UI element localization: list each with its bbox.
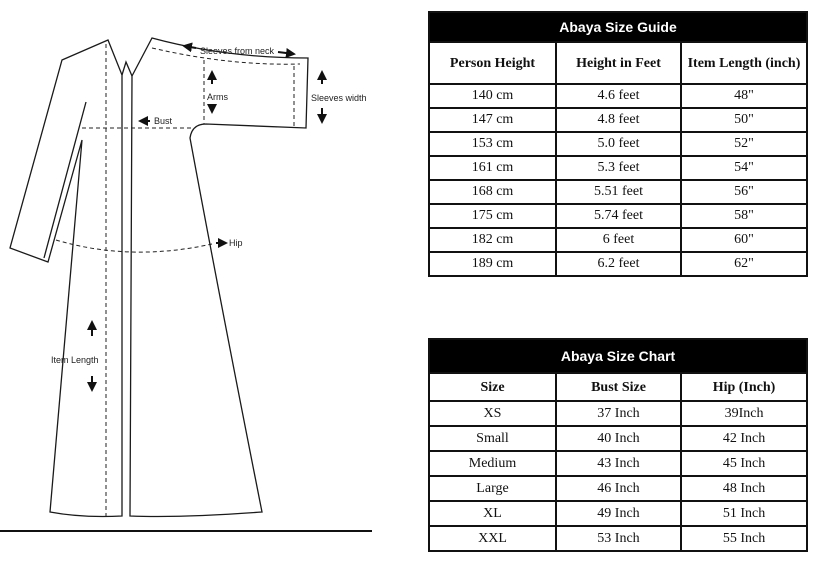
label-bust: Bust xyxy=(154,116,173,126)
header-bust-size: Bust Size xyxy=(556,373,681,401)
measurement-guides xyxy=(56,44,300,516)
cell-hip: 39Inch xyxy=(681,401,807,426)
cell-person-height: 161 cm xyxy=(429,156,556,180)
size-guide-title: Abaya Size Guide xyxy=(429,12,807,42)
cell-hip: 45 Inch xyxy=(681,451,807,476)
cell-item-length: 50" xyxy=(681,108,807,132)
header-hip: Hip (Inch) xyxy=(681,373,807,401)
table-row xyxy=(429,132,807,156)
cell-person-height: 189 cm xyxy=(429,252,556,276)
cell-hip: 48 Inch xyxy=(681,476,807,501)
table-row xyxy=(429,228,807,252)
table-row xyxy=(429,526,807,551)
table-row xyxy=(429,108,807,132)
cell-size: Small xyxy=(429,426,556,451)
cell-size: Large xyxy=(429,476,556,501)
cell-size: XS xyxy=(429,401,556,426)
cell-item-length: 62" xyxy=(681,252,807,276)
header-height-in-feet: Height in Feet xyxy=(556,42,681,84)
cell-bust-size: 46 Inch xyxy=(556,476,681,501)
header-item-length: Item Length (inch) xyxy=(681,42,807,84)
cell-size: Medium xyxy=(429,451,556,476)
cell-height-in-feet: 6 feet xyxy=(556,228,681,252)
table-row xyxy=(429,204,807,228)
cell-item-length: 60" xyxy=(681,228,807,252)
cell-item-length: 58" xyxy=(681,204,807,228)
cell-person-height: 140 cm xyxy=(429,84,556,108)
label-hip: Hip xyxy=(229,238,243,248)
cell-item-length: 48" xyxy=(681,84,807,108)
cell-hip: 42 Inch xyxy=(681,426,807,451)
table-row xyxy=(429,180,807,204)
cell-bust-size: 43 Inch xyxy=(556,451,681,476)
cell-height-in-feet: 4.6 feet xyxy=(556,84,681,108)
cell-height-in-feet: 6.2 feet xyxy=(556,252,681,276)
cell-person-height: 168 cm xyxy=(429,180,556,204)
table-row xyxy=(429,401,807,426)
cell-bust-size: 49 Inch xyxy=(556,501,681,526)
label-sleeves-width: Sleeves width xyxy=(311,93,367,103)
table-row xyxy=(429,252,807,276)
cell-item-length: 54" xyxy=(681,156,807,180)
cell-item-length: 52" xyxy=(681,132,807,156)
label-sleeves-from-neck: Sleeves from neck xyxy=(200,46,275,56)
table-row xyxy=(429,501,807,526)
header-size: Size xyxy=(429,373,556,401)
cell-person-height: 175 cm xyxy=(429,204,556,228)
cell-bust-size: 53 Inch xyxy=(556,526,681,551)
table-row xyxy=(429,426,807,451)
cell-size: XL xyxy=(429,501,556,526)
size-chart-title: Abaya Size Chart xyxy=(429,339,807,373)
label-item-length: Item Length xyxy=(51,355,99,365)
table-row xyxy=(429,84,807,108)
size-guide-table xyxy=(428,11,808,277)
cell-height-in-feet: 5.0 feet xyxy=(556,132,681,156)
cell-bust-size: 40 Inch xyxy=(556,426,681,451)
cell-person-height: 153 cm xyxy=(429,132,556,156)
header-person-height: Person Height xyxy=(429,42,556,84)
cell-size: XXL xyxy=(429,526,556,551)
abaya-outline xyxy=(10,38,308,517)
table-row xyxy=(429,451,807,476)
cell-height-in-feet: 4.8 feet xyxy=(556,108,681,132)
label-arms: Arms xyxy=(207,92,228,102)
cell-person-height: 147 cm xyxy=(429,108,556,132)
cell-person-height: 182 cm xyxy=(429,228,556,252)
cell-height-in-feet: 5.74 feet xyxy=(556,204,681,228)
cell-height-in-feet: 5.51 feet xyxy=(556,180,681,204)
cell-item-length: 56" xyxy=(681,180,807,204)
cell-bust-size: 37 Inch xyxy=(556,401,681,426)
cell-height-in-feet: 5.3 feet xyxy=(556,156,681,180)
table-row xyxy=(429,156,807,180)
cell-hip: 51 Inch xyxy=(681,501,807,526)
cell-hip: 55 Inch xyxy=(681,526,807,551)
table-row xyxy=(429,476,807,501)
size-chart-table xyxy=(428,338,808,552)
